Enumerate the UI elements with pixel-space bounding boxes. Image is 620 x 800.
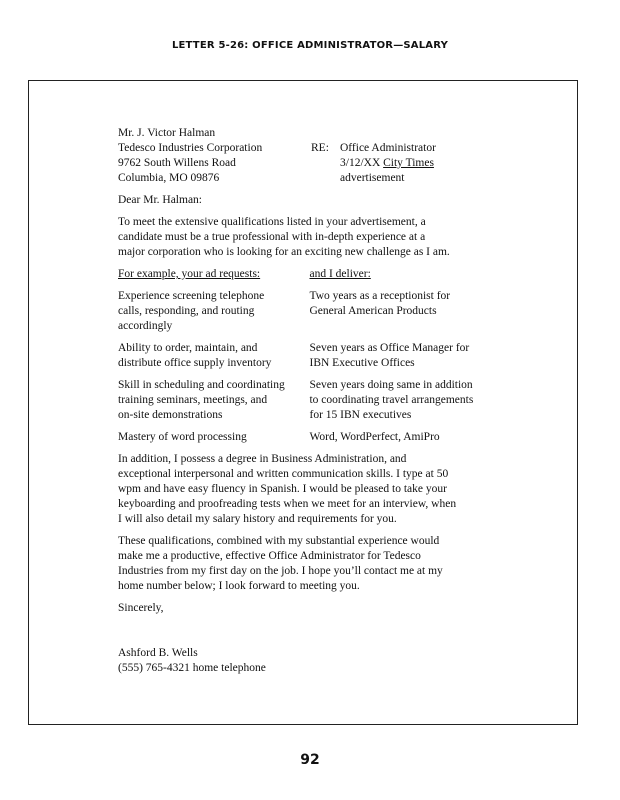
qualifications-paragraph [118,452,498,527]
intro-line: major corporation who is looking for an exciting new challenge as I am. [118,246,450,258]
request-line: Experience screening telephone [118,290,265,302]
para-line: keyboarding and proofreading tests when we meet for an interview, when [118,498,457,510]
request-line: Mastery of word processing [118,431,247,443]
intro-line: To meet the extensive qualifications listed in your advertisement, a [118,216,426,228]
intro-line: candidate must be a true professional with in-depth experience at a [118,231,426,243]
request-line: on-site demonstrations [118,409,223,421]
signer-name: Ashford B. Wells [118,647,198,659]
deliver-line: Seven years doing same in addition [309,379,473,391]
deliver-header: and I deliver: [309,268,371,280]
para-line: In addition, I possess a degree in Business Administration, and [118,453,407,465]
request-line: accordingly [118,320,173,332]
deliver-line: for 15 IBN executives [309,409,412,421]
page-heading: LETTER 5-26: OFFICE ADMINISTRATOR—SALARY [171,40,449,51]
comparison-header [118,267,498,282]
para-line: make me a productive, effective Office Administrator for Tedesco [118,550,421,562]
deliver-line: Word, WordPerfect, AmiPro [309,431,440,443]
recipient-city: Columbia, MO 09876 [118,172,220,184]
re-label: RE: [311,142,329,154]
recipient-company: Tedesco Industries Corporation [118,142,263,154]
comparison-row [118,378,498,423]
request-line: training seminars, meetings, and [118,394,268,406]
re-line-2 [340,156,436,171]
re-line-1: Office Administrator [340,142,436,154]
deliver-line: to coordinating travel arrangements [309,394,474,406]
closing-paragraph [118,534,498,594]
closing: Sincerely, [118,602,164,614]
para-line: I will also detail my salary history and requirements for you. [118,513,397,525]
re-block [311,126,436,186]
signer-phone: (555) 765-4321 home telephone [118,662,266,674]
deliver-line: Two years as a receptionist for [309,290,451,302]
letter-body [118,126,498,676]
request-line: distribute office supply inventory [118,357,272,369]
deliver-line: Seven years as Office Manager for [309,342,470,354]
recipient-address [118,126,311,186]
para-line: Industries from my first day on the job. I hope you’ll contact me at my [118,565,443,577]
re-source: City Times [383,157,434,169]
para-line: wpm and have easy fluency in Spanish. I would be pleased to take your [118,483,447,495]
comparison-row [118,430,498,445]
requests-header: For example, your ad requests: [118,268,261,280]
re-date: 3/12/XX [340,157,381,169]
recipient-name: Mr. J. Victor Halman [118,127,216,139]
para-line: These qualifications, combined with my substantial experience would [118,535,440,547]
request-line: Ability to order, maintain, and [118,342,258,354]
deliver-line: IBN Executive Offices [309,357,415,369]
request-line: calls, responding, and routing [118,305,255,317]
deliver-line: General American Products [309,305,437,317]
para-line: exceptional interpersonal and written communication skills. I type at 50 [118,468,449,480]
re-line-3: advertisement [340,172,405,184]
comparison-row [118,289,498,334]
intro-paragraph [118,215,498,260]
request-line: Skill in scheduling and coordinating [118,379,285,391]
page-number: 92 [300,752,320,768]
salutation: Dear Mr. Halman: [118,194,202,206]
recipient-street: 9762 South Willens Road [118,157,236,169]
address-block [118,126,498,186]
comparison-row [118,341,498,371]
para-line: home number below; I look forward to meeting you. [118,580,360,592]
